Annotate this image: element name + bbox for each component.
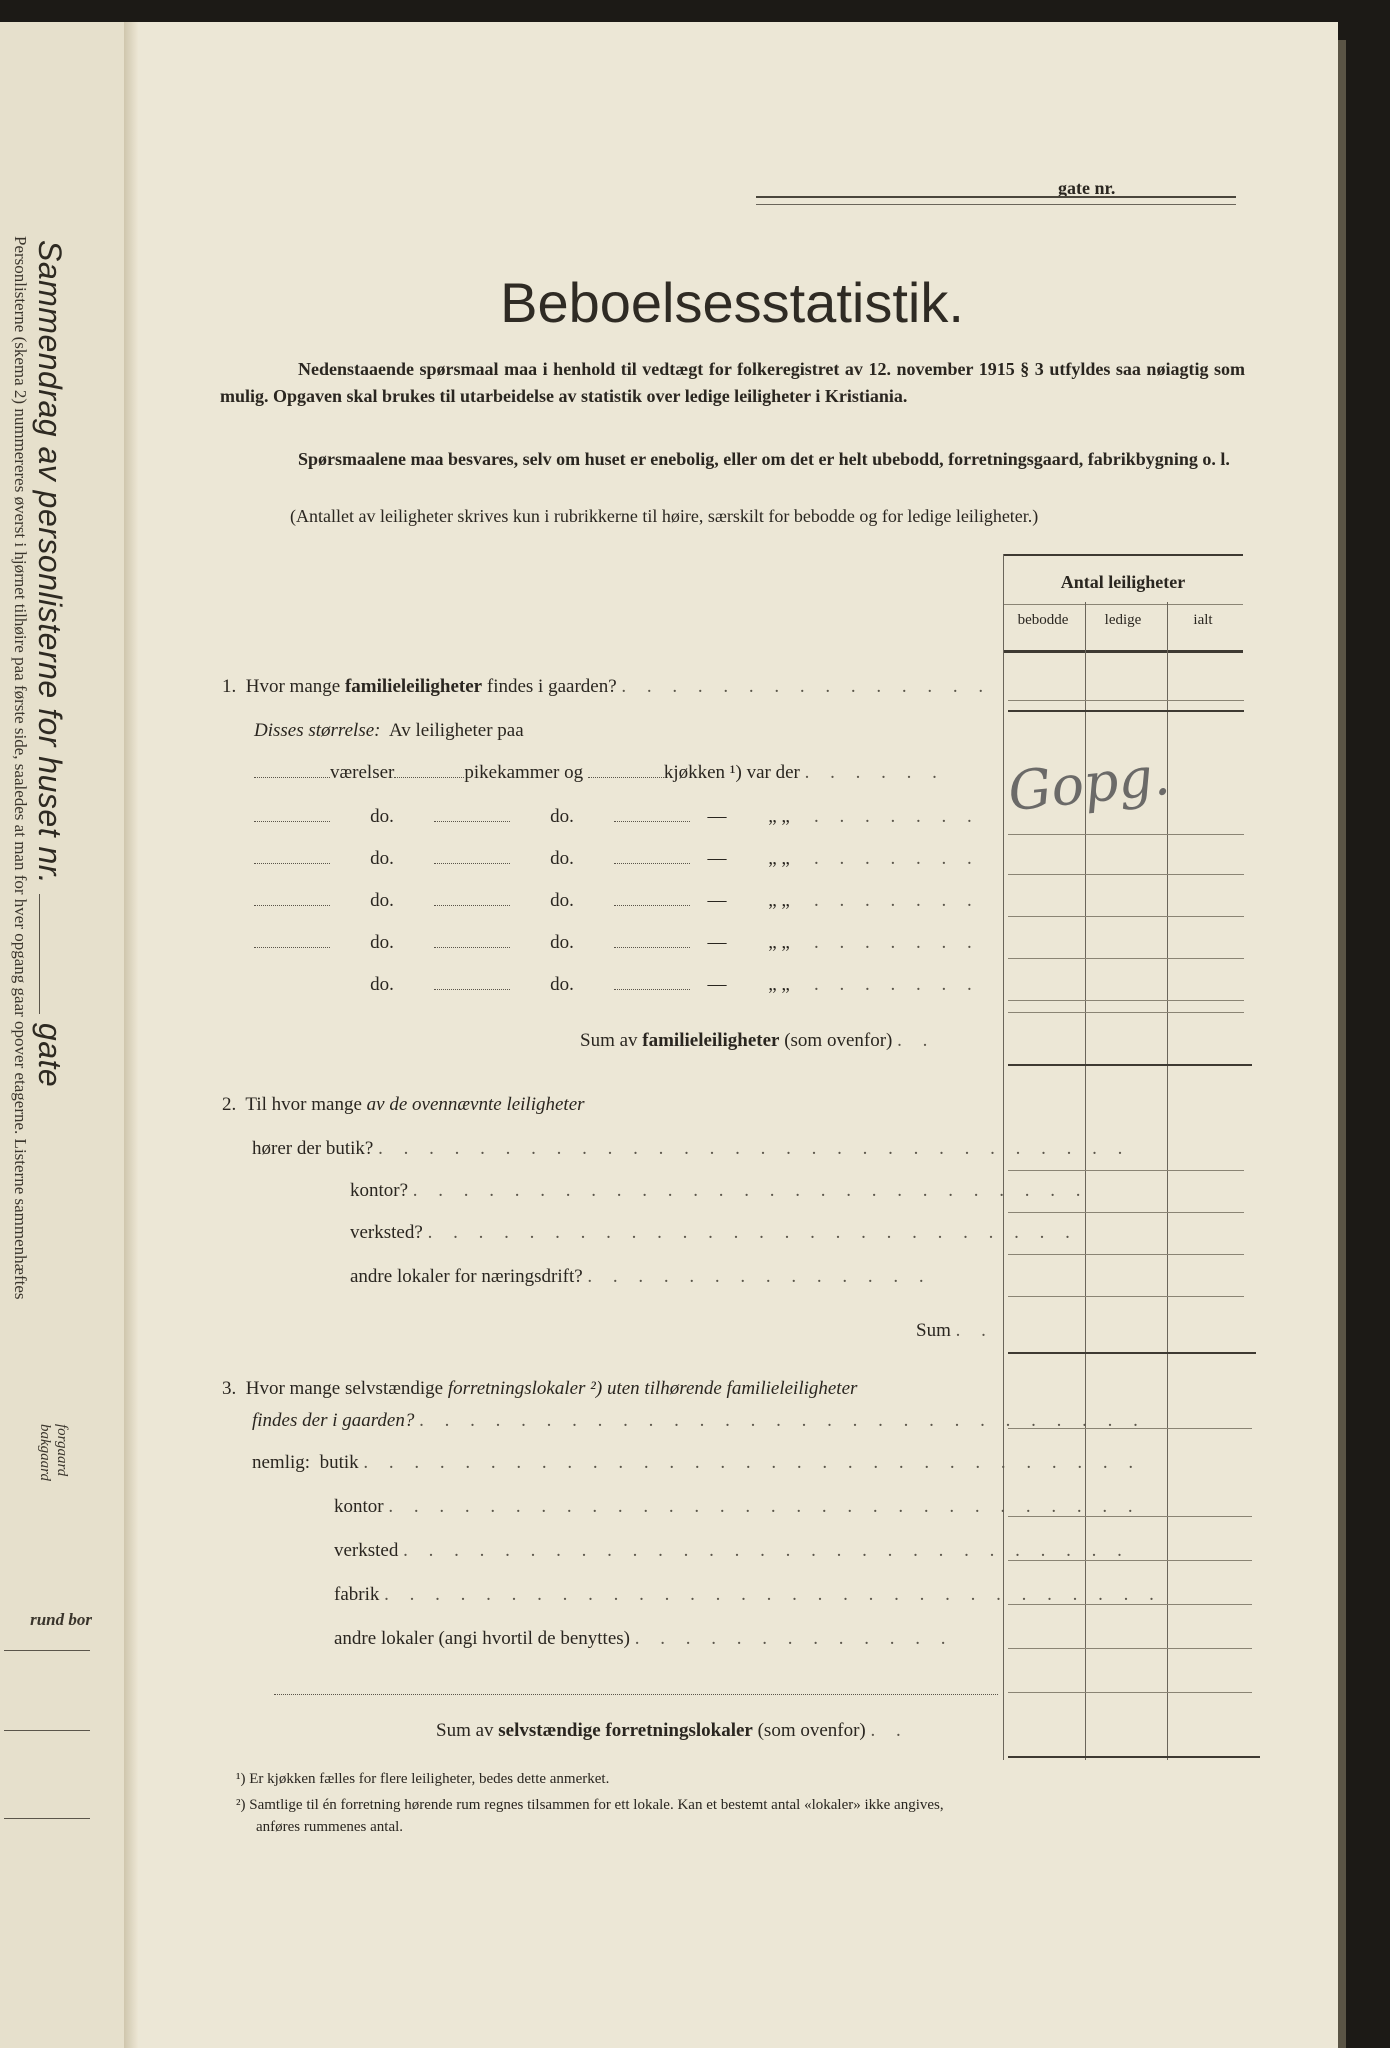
table-row-line bbox=[1008, 1064, 1252, 1066]
q2-line: 2. Til hvor mange av de ovennævnte leiligheter bbox=[222, 1094, 585, 1115]
q1-do-row: do. do. — „ „ . . . . . . . bbox=[370, 974, 980, 995]
gate-line bbox=[756, 196, 1236, 198]
table-row-line bbox=[1008, 1648, 1252, 1649]
q1-size-row: værelser pikekammer og kjøkken ¹) var der . . . . . . bbox=[254, 762, 945, 784]
handwritten-entry: Gopg. bbox=[1005, 743, 1173, 824]
table-row-line bbox=[1008, 1352, 1256, 1354]
header-divider bbox=[1003, 604, 1243, 605]
q3-fabrik: fabrik . . . . . . . . . . . . . . . . . . . . . . . . . . . . . . . bbox=[334, 1584, 1162, 1605]
q2-verksted: verksted? . . . . . . . . . . . . . . . . . . . . . . . . . . bbox=[350, 1222, 1078, 1243]
q1-do-row: do. do. — „ „ . . . . . . . bbox=[254, 890, 980, 912]
q3-butik: nemlig: butik . . . . . . . . . . . . . . . . . . . . . . . . . . . . . . . bbox=[252, 1452, 1142, 1473]
table-row-line bbox=[1008, 916, 1244, 917]
q1-sum-line: Sum av familieleiligheter (som ovenfor) . . bbox=[580, 1030, 936, 1051]
q3-kontor: kontor . . . . . . . . . . . . . . . . . . . . . . . . . . . . . . bbox=[334, 1496, 1141, 1517]
strip-line bbox=[4, 1730, 90, 1731]
gate-line bbox=[756, 204, 1236, 205]
table-row-line bbox=[1008, 834, 1244, 835]
q1-do-row: do. do. — „ „ . . . . . . . bbox=[254, 848, 980, 870]
page-title: Beboelsesstatistik. bbox=[500, 271, 964, 334]
q3-line: 3. Hvor mange selvstændige forretningslokaler ²) uten tilhørende familieleiligheter bbox=[222, 1378, 858, 1399]
table-row-line bbox=[1008, 1756, 1260, 1758]
table-row-line bbox=[1008, 1012, 1244, 1013]
grund-bor-label: rund bor bbox=[30, 1610, 92, 1629]
footnote-2: ²) Samtlige til én forretning hørende rum regnes tilsammen for ett lokale. Kan et bestemt antal «lokaler» ikke angives, bbox=[236, 1797, 944, 1813]
table-title: Antal leiligheter bbox=[1060, 572, 1186, 592]
intro-paragraph-3: (Antallet av leiligheter skrives kun i rubrikkerne til høire, særskilt for bebodde og for ledige leiligheter.) bbox=[290, 506, 1039, 526]
table-row-line bbox=[1008, 874, 1244, 875]
table-row-line bbox=[1008, 710, 1244, 712]
intro-paragraph-1: Nedenstaaende spørsmaal maa i henhold til vedtægt for folkeregistret av 12. november 1915 § 3 utfyldes saa nøiagtig som mulig. Opgaven skal brukes til utarbeidelse av statistik over ledige leiligheter i Kristiania. bbox=[220, 359, 1245, 406]
q1-line: 1. Hvor mange familieleiligheter findes i gaarden? . . . . . . . . . . . . . . . bbox=[222, 676, 992, 697]
table-row-line bbox=[1008, 1000, 1244, 1001]
strip-line bbox=[4, 1818, 90, 1819]
sheet-edge bbox=[1338, 40, 1346, 2048]
footnote-2-cont: anføres rummenes antal. bbox=[256, 1819, 404, 1835]
q2-andre: andre lokaler for næringsdrift? . . . . . . . . . . . . . . bbox=[350, 1266, 932, 1287]
table-row-line bbox=[1008, 700, 1244, 701]
q3-sum-line: Sum av selvstændige forretningslokaler (som ovenfor) . . bbox=[436, 1720, 909, 1741]
q1-size-line: Disses størrelse: Av leiligheter paa bbox=[254, 720, 524, 741]
vertical-title: Sammendrag av personlisterne for huset nr. gate bbox=[32, 240, 68, 1088]
q2-kontor: kontor? . . . . . . . . . . . . . . . . . . . . . . . . . . . bbox=[350, 1180, 1089, 1201]
table-header bbox=[1003, 554, 1243, 653]
strip-line bbox=[4, 1650, 90, 1651]
q3-fill-line bbox=[274, 1694, 998, 1695]
footnote-1: ¹) Er kjøkken fælles for flere leiligheter, bedes dette anmerket. bbox=[236, 1771, 610, 1787]
table-row-line bbox=[1008, 1692, 1252, 1693]
table-row-line bbox=[1008, 1254, 1244, 1255]
q1-do-row: do. do. — „ „ . . . . . . . bbox=[254, 932, 980, 954]
q2-butik: hører der butik? . . . . . . . . . . . . . . . . . . . . . . . . . . . . . . bbox=[252, 1138, 1131, 1159]
q3-verksted: verksted . . . . . . . . . . . . . . . . . . . . . . . . . . . . . bbox=[334, 1540, 1130, 1561]
col-ialt: ialt bbox=[1193, 612, 1213, 628]
gate-nr-label: gate nr. bbox=[1058, 178, 1116, 198]
intro-paragraph-2: Spørsmaalene maa besvares, selv om huset er enebolig, eller om det er helt ubebodd, forretningsgaard, fabrikbygning o. l. bbox=[298, 449, 1230, 469]
col-ledige: ledige bbox=[1104, 612, 1142, 628]
q3-andre: andre lokaler (angi hvortil de benyttes) . . . . . . . . . . . . . bbox=[334, 1628, 954, 1649]
col-bebodde: bebodde bbox=[1017, 612, 1069, 628]
q2-sum: Sum . . bbox=[916, 1320, 994, 1341]
table-row-line bbox=[1008, 1170, 1244, 1171]
forgaard-bakgaard-label: forgaard bakgaard bbox=[37, 1424, 70, 1481]
table-row-line bbox=[1008, 958, 1244, 959]
q1-do-row: do. do. — „ „ . . . . . . . bbox=[254, 806, 980, 828]
table-row-line bbox=[1008, 1296, 1244, 1297]
vertical-note: Personlisterne (skema 2) nummereres øverst i hjørnet tilhøire paa første side, saaledes at man for hver opgang gaar opover etagerne. Listerne sammenhæftes bbox=[11, 236, 30, 1300]
table-row-line bbox=[1008, 1212, 1244, 1213]
q3-line-2: findes der i gaarden? . . . . . . . . . . . . . . . . . . . . . . . . . . . . . bbox=[252, 1410, 1146, 1431]
